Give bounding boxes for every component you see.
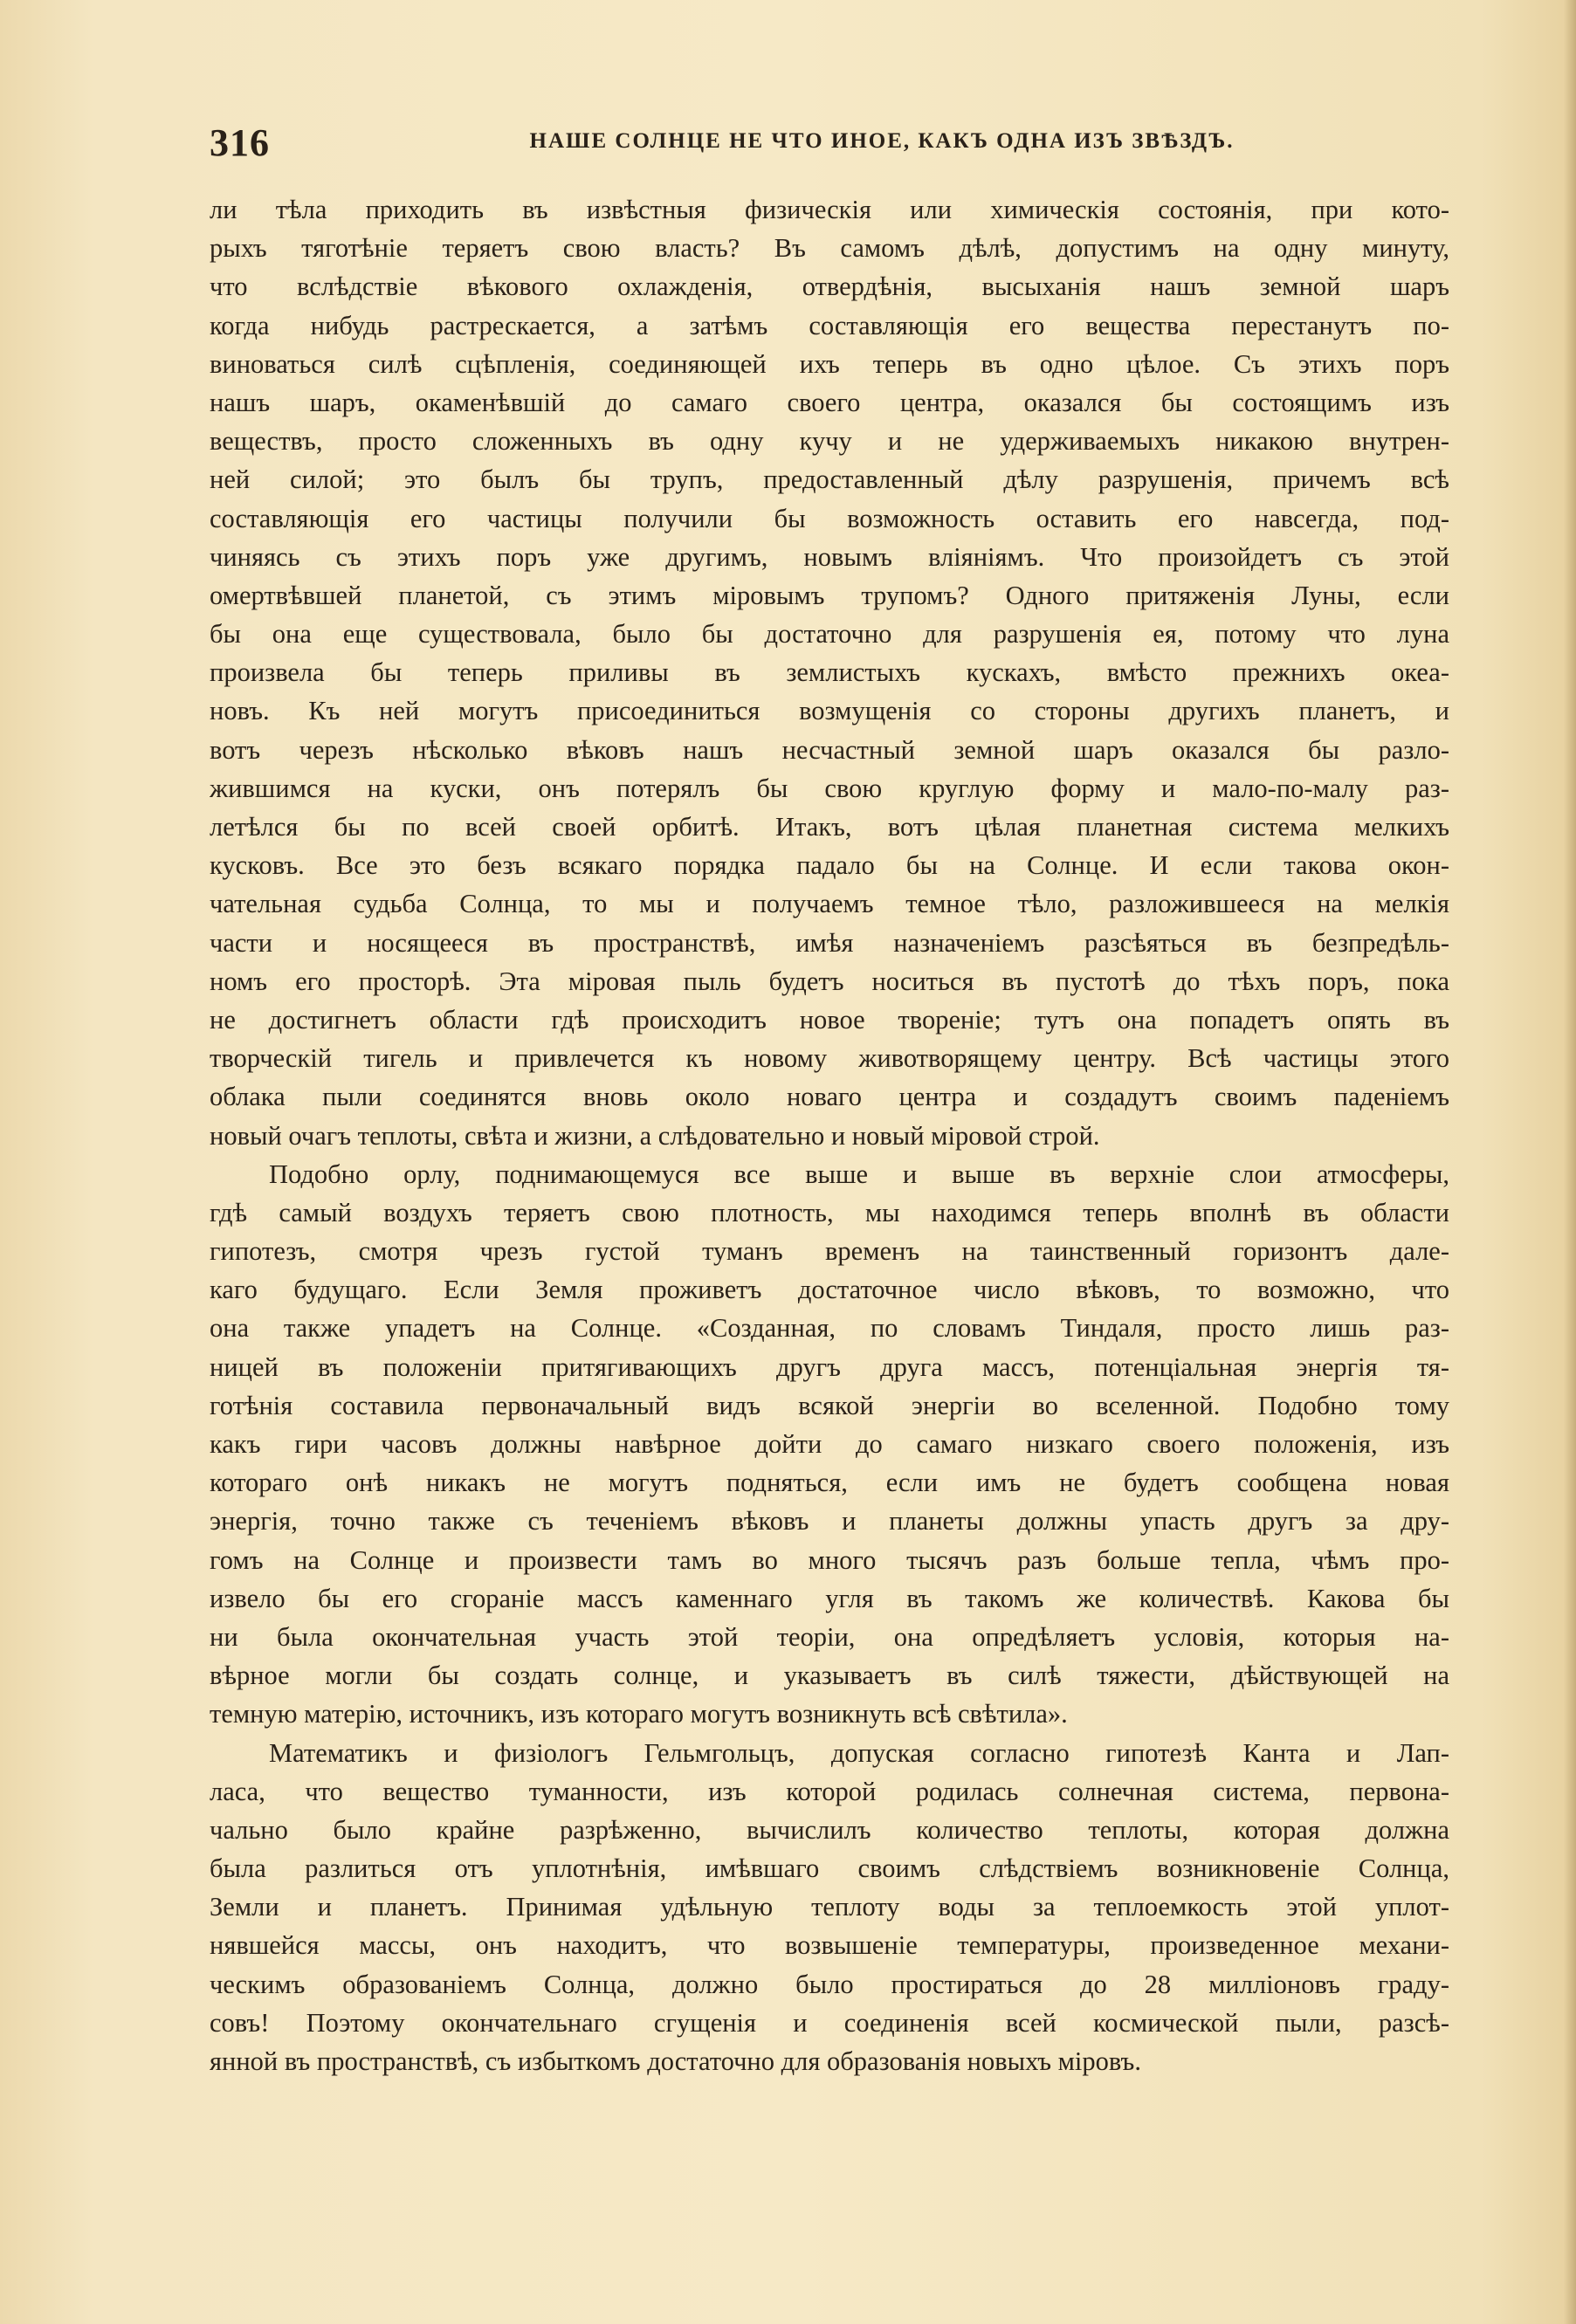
text-line: номъ его просторѣ. Эта міровая пыль будетъ носиться въ пустотѣ до тѣхъ поръ, пока (210, 966, 1449, 996)
page-edge-shadow (1564, 0, 1576, 2324)
text-line: творческій тигель и привлечется къ новому животворящему центру. Всѣ частицы этого (210, 1043, 1449, 1074)
page-header (210, 120, 1449, 173)
text-line: нашъ шаръ, окаменѣвшій до самаго своего центра, оказался бы состоящимъ изъ (210, 387, 1449, 417)
text-line: Земли и планетъ. Принимая удѣльную теплоту воды за теплоемкость этой уплот- (210, 1892, 1449, 1922)
text-line: новъ. Къ ней могутъ присоединиться возмущенія со стороны другихъ планетъ, и (210, 696, 1449, 726)
text-line: жившимся на куски, онъ потерялъ бы свою круглую форму и мало-по-малу раз- (210, 773, 1449, 803)
text-line: котораго онѣ никакъ не могутъ подняться, если имъ не будетъ сообщена новая (210, 1468, 1449, 1498)
text-line: произвела бы теперь приливы въ землистыхъ кускахъ, вмѣсто прежнихъ океа- (210, 657, 1449, 688)
text-line: гомъ на Солнце и произвести тамъ во много тысячъ разъ больше тепла, чѣмъ про- (210, 1544, 1449, 1575)
text-line: ласа, что вещество туманности, изъ которой родилась солнечная система, первона- (210, 1776, 1449, 1806)
text-line: гипотезъ, смотря чрезъ густой туманъ временъ на таинственный горизонтъ дале- (210, 1236, 1449, 1267)
running-title: НАШЕ СОЛНЦЕ НЕ ЧТО ИНОЕ, КАКЪ ОДНА ИЗЪ ЗВѢЗДЪ. (529, 129, 1235, 153)
text-line: новый очагъ теплоты, свѣта и жизни, а слѣдовательно и новый міровой строй. (210, 1120, 1100, 1151)
text-line: чально было крайне разрѣженно, вычислилъ количество теплоты, которая должна (210, 1814, 1449, 1845)
text-line: янной въ пространствѣ, съ избыткомъ достаточно для образованія новыхъ міровъ. (210, 2046, 1141, 2076)
text-line: когда нибудь растрескается, а затѣмъ составляющія его вещества перестанутъ по- (210, 310, 1449, 340)
text-line: омертвѣвшей планетой, съ этимъ міровымъ трупомъ? Одного притяженія Луны, если (210, 580, 1449, 610)
text-line: совъ! Поэтому окончательнаго сгущенія и соединенія всей космической пыли, разсѣ- (210, 2007, 1449, 2038)
text-line: веществъ, просто сложенныхъ въ одну кучу и не удерживаемыхъ никакою внутрен- (210, 426, 1449, 457)
text-line: темную матерію, источникъ, изъ котораго могутъ возникнуть всѣ свѣтила». (210, 1699, 1068, 1729)
text-line: не достигнетъ области гдѣ происходитъ новое твореніе; тутъ она попадетъ опять въ (210, 1004, 1449, 1035)
text-line: составляющія его частицы получили бы возможность оставить его навсегда, под- (210, 503, 1449, 533)
text-line: гдѣ самый воздухъ теряетъ свою плотность, мы находимся теперь вполнѣ въ области (210, 1197, 1449, 1227)
text-line: бы она еще существовала, было бы достаточно для разрушенія ея, потому что луна (210, 619, 1449, 650)
text-line: готѣнія составила первоначальный видъ всякой энергіи во вселенной. Подобно тому (210, 1390, 1449, 1420)
text-line: виноваться силѣ сцѣпленія, соединяющей ихъ теперь въ одно цѣлое. Съ этихъ поръ (210, 348, 1449, 379)
text-line: Подобно орлу, поднимающемуся все выше и выше въ верхніе слои атмосферы, (269, 1159, 1449, 1189)
text-line: ли тѣла приходить въ извѣстныя физическія или химическія состоянія, при кото- (210, 195, 1449, 224)
text-line: каго будущаго. Если Земля проживетъ достаточное число вѣковъ, то возможно, что (210, 1275, 1449, 1305)
text-line: части и носящееся въ пространствѣ, имѣя назначеніемъ разсѣяться въ безпредѣль- (210, 927, 1449, 958)
text-line: ней силой; это былъ бы трупъ, предоставленный дѣлу разрушенія, причемъ всѣ (210, 464, 1449, 495)
text-line: чиняясь съ этихъ поръ уже другимъ, новымъ вліяніямъ. Что произойдетъ съ этой (210, 541, 1449, 572)
text-line: кусковъ. Все это безъ всякаго порядка падало бы на Солнце. И если такова окон- (210, 850, 1449, 881)
text-line: нявшейся массы, онъ находитъ, что возвышеніе температуры, произведенное механи- (210, 1930, 1449, 1961)
text-line: чательная судьба Солнца, то мы и получаемъ темное тѣло, разложившееся на мелкія (210, 889, 1449, 919)
text-line: была разлиться отъ уплотнѣнія, имѣвшаго своимъ слѣдствіемъ возникновеніе Солнца, (210, 1853, 1449, 1884)
text-line: вотъ черезъ нѣсколько вѣковъ нашъ несчастный земной шаръ оказался бы разло- (210, 734, 1449, 765)
text-line: она также упадетъ на Солнце. «Созданная, по словамъ Тиндаля, просто лишь раз- (210, 1313, 1449, 1344)
text-line: рыхъ тяготѣніе теряетъ свою власть? Въ самомъ дѣлѣ, допустимъ на одну минуту, (210, 233, 1449, 264)
page-number: 316 (210, 121, 270, 164)
text-line: вѣрное могли бы создать солнце, и указываетъ въ силѣ тяжести, дѣйствующей на (210, 1660, 1449, 1691)
text-line: ницей въ положеніи притягивающихъ другъ друга массъ, потенціальная энергія тя- (210, 1351, 1449, 1382)
text-line: облака пыли соединятся вновь около новаго центра и создадутъ своимъ паденіемъ (210, 1082, 1449, 1112)
text-line: ческимъ образованіемъ Солнца, должно было простираться до 28 милліоновъ граду- (210, 1969, 1449, 1999)
text-line: что вслѣдствіе вѣкового охлажденія, отвердѣнія, высыханія нашъ земной шаръ (210, 272, 1449, 302)
text-line: ни была окончательная участь этой теоріи, она опредѣляетъ условія, которыя на- (210, 1621, 1449, 1652)
text-line: какъ гири часовъ должны навѣрное дойти до самаго низкаго своего положенія, изъ (210, 1429, 1449, 1459)
text-line: извело бы его сгораніе массъ каменнаго угля въ такомъ же количествѣ. Какова бы (210, 1583, 1449, 1613)
text-line: Математикъ и физіологъ Гельмгольцъ, допуская согласно гипотезѣ Канта и Лап- (269, 1737, 1449, 1768)
text-line: энергія, точно также съ теченіемъ вѣковъ и планеты должны упасть другъ за дру- (210, 1506, 1449, 1537)
text-line: летѣлся бы по всей своей орбитѣ. Итакъ, вотъ цѣлая планетная система мелкихъ (210, 812, 1449, 842)
body-text (210, 190, 1449, 2080)
